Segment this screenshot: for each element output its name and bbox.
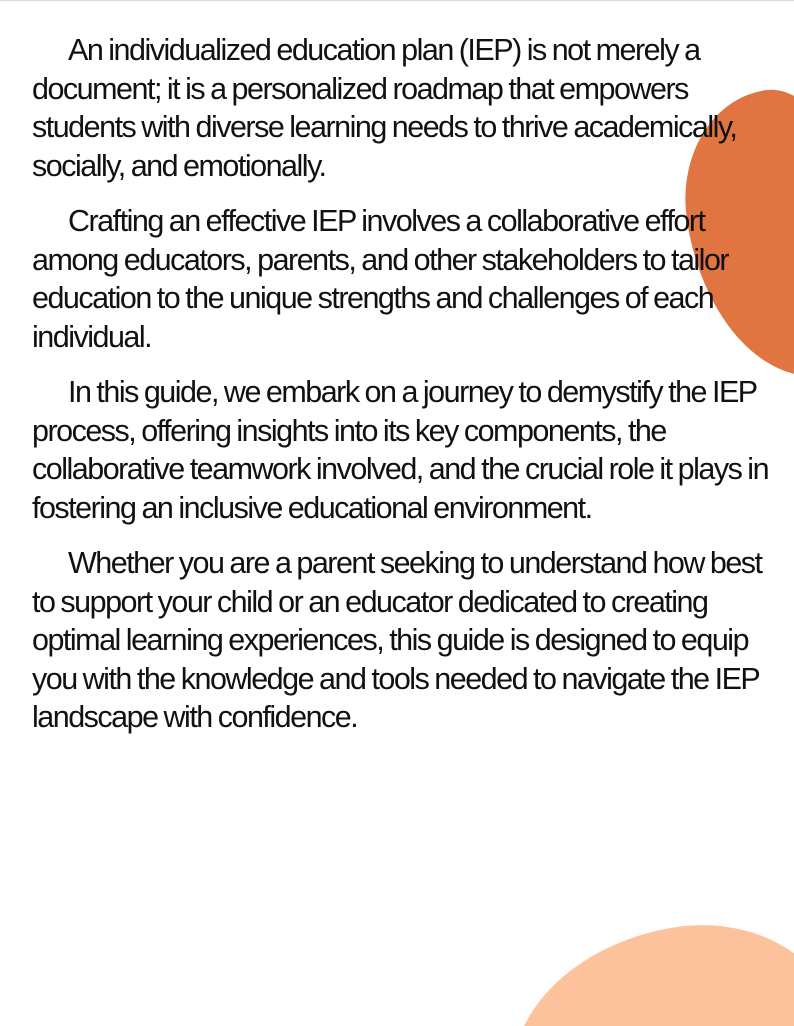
body-text [32, 31, 777, 754]
paragraph-audience: Whether you are a parent seeking to understand how best to support your child or an educator dedicated to creating optimal learning experiences, this guide is designed to equip you with the knowledge and tools needed to navigate the IEP landscape with confidence. [32, 546, 762, 734]
paragraph-guide: In this guide, we embark on a journey to demystify the IEP process, offering insights into its key components, the collaborative teamwork involved, and the crucial role it plays in fostering an inclusive educational environment. [32, 375, 769, 525]
peach-decorative-blob [492, 902, 794, 1026]
paragraph-intro: An individualized education plan (IEP) is not merely a document; it is a personalized roadmap that empowers students with diverse learning needs to thrive academically, socially, and emotionally. [32, 33, 737, 183]
paragraph-crafting: Crafting an effective IEP involves a collaborative effort among educators, parents, and other stakeholders to tailor education to the unique strengths and challenges of each individual. [32, 204, 729, 354]
